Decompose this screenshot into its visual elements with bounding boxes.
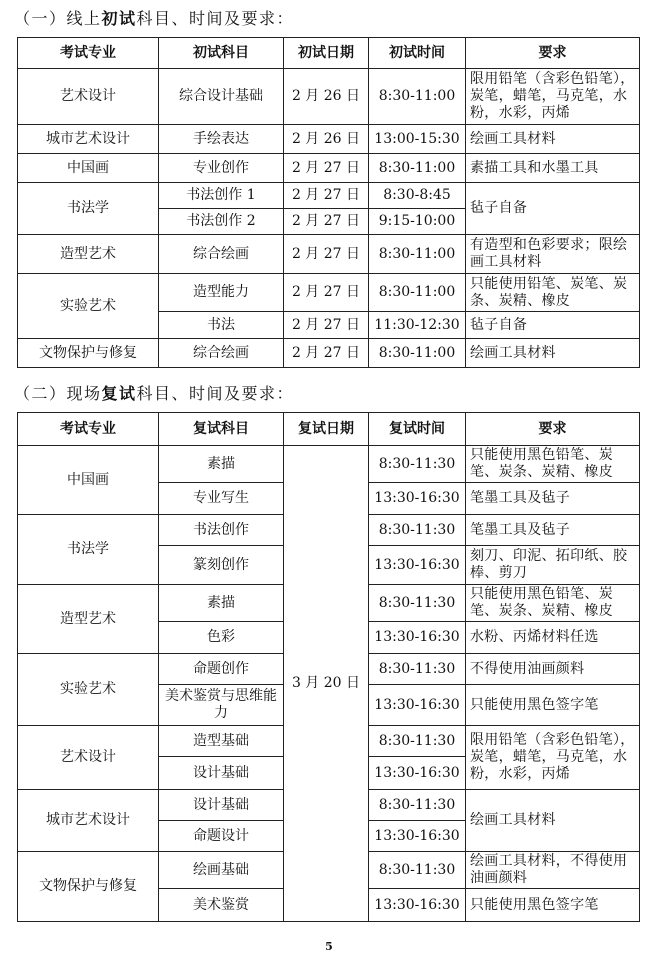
cell-major: 中国画 bbox=[18, 154, 159, 183]
cell-requirement: 限用铅笔（含彩色铅笔），炭笔，蜡笔，马克笔，水粉，水彩，丙烯 bbox=[466, 69, 640, 125]
cell-time: 13:30-16:30 bbox=[369, 483, 466, 515]
cell-date: 2 月 27 日 bbox=[284, 339, 369, 368]
cell-subject: 造型能力 bbox=[159, 274, 284, 312]
header-requirement: 要求 bbox=[466, 38, 640, 69]
cell-subject: 综合绘画 bbox=[159, 235, 284, 274]
retest-exam-table bbox=[17, 412, 640, 922]
cell-date: 3 月 20 日 bbox=[284, 446, 369, 922]
cell-major: 实验艺术 bbox=[18, 654, 159, 726]
cell-date: 2 月 27 日 bbox=[284, 274, 369, 312]
cell-subject: 书法创作 1 bbox=[159, 183, 284, 209]
cell-requirement: 笔墨工具及毡子 bbox=[466, 515, 640, 546]
cell-time: 13:30-16:30 bbox=[369, 821, 466, 852]
heading-bold: 初试 bbox=[101, 9, 137, 28]
table-row bbox=[18, 339, 640, 368]
cell-requirement: 绘画工具材料，不得使用油画颜料 bbox=[466, 852, 640, 889]
cell-date: 2 月 26 日 bbox=[284, 125, 369, 154]
heading-prefix: （二）现场 bbox=[14, 384, 102, 403]
cell-time: 8:30-11:00 bbox=[369, 154, 466, 183]
cell-requirement: 有造型和色彩要求；限绘画工具材料 bbox=[466, 235, 640, 274]
table-row bbox=[18, 125, 640, 154]
cell-time: 8:30-11:00 bbox=[369, 339, 466, 368]
cell-time: 13:30-16:30 bbox=[369, 622, 466, 654]
cell-requirement: 绘画工具材料 bbox=[466, 790, 640, 852]
cell-subject: 美术鉴赏与思维能力 bbox=[159, 685, 284, 726]
cell-time: 8:30-11:30 bbox=[369, 585, 466, 622]
cell-date: 2 月 27 日 bbox=[284, 209, 369, 235]
cell-requirement: 只能使用铅笔、炭笔、炭条、炭精、橡皮 bbox=[466, 274, 640, 312]
preliminary-exam-table bbox=[17, 37, 640, 368]
cell-requirement: 水粉、丙烯材料任选 bbox=[466, 622, 640, 654]
cell-time: 13:30-16:30 bbox=[369, 757, 466, 790]
cell-subject: 素描 bbox=[159, 585, 284, 622]
cell-time: 8:30-11:30 bbox=[369, 515, 466, 546]
section-heading-online-preliminary bbox=[14, 6, 294, 29]
cell-date: 2 月 27 日 bbox=[284, 312, 369, 339]
heading-suffix: 科目、时间及要求： bbox=[136, 384, 295, 403]
cell-date: 2 月 27 日 bbox=[284, 183, 369, 209]
cell-subject: 书法创作 bbox=[159, 515, 284, 546]
cell-time: 13:30-16:30 bbox=[369, 889, 466, 922]
cell-requirement: 只能使用黑色签字笔 bbox=[466, 889, 640, 922]
cell-subject: 手绘表达 bbox=[159, 125, 284, 154]
cell-time: 13:00-15:30 bbox=[369, 125, 466, 154]
cell-subject: 综合绘画 bbox=[159, 339, 284, 368]
table-row bbox=[18, 69, 640, 125]
cell-major: 文物保护与修复 bbox=[18, 339, 159, 368]
cell-subject: 书法 bbox=[159, 312, 284, 339]
cell-subject: 素描 bbox=[159, 446, 284, 483]
cell-time: 8:30-11:00 bbox=[369, 235, 466, 274]
cell-subject: 书法创作 2 bbox=[159, 209, 284, 235]
cell-requirement: 笔墨工具及毡子 bbox=[466, 483, 640, 515]
table-header-row bbox=[18, 413, 640, 446]
cell-subject: 篆刻创作 bbox=[159, 546, 284, 585]
cell-major: 艺术设计 bbox=[18, 726, 159, 790]
table-row bbox=[18, 154, 640, 183]
table-row bbox=[18, 183, 640, 209]
cell-subject: 专业写生 bbox=[159, 483, 284, 515]
cell-subject: 色彩 bbox=[159, 622, 284, 654]
cell-major: 书法学 bbox=[18, 515, 159, 585]
page-number: 5 bbox=[325, 940, 333, 953]
cell-major: 书法学 bbox=[18, 183, 159, 235]
cell-requirement: 毡子自备 bbox=[466, 312, 640, 339]
header-date: 初试日期 bbox=[284, 38, 369, 69]
cell-date: 2 月 27 日 bbox=[284, 154, 369, 183]
cell-time: 13:30-16:30 bbox=[369, 685, 466, 726]
cell-time: 8:30-11:30 bbox=[369, 446, 466, 483]
cell-major: 艺术设计 bbox=[18, 69, 159, 125]
cell-major: 造型艺术 bbox=[18, 585, 159, 654]
cell-subject: 命题设计 bbox=[159, 821, 284, 852]
cell-time: 9:15-10:00 bbox=[369, 209, 466, 235]
cell-date: 2 月 27 日 bbox=[284, 235, 369, 274]
cell-requirement: 只能使用黑色铅笔、炭笔、炭条、炭精、橡皮 bbox=[466, 446, 640, 483]
cell-requirement: 刻刀、印泥、拓印纸、胶棒、剪刀 bbox=[466, 546, 640, 585]
cell-time: 8:30-11:30 bbox=[369, 852, 466, 889]
cell-requirement: 只能使用黑色铅笔、炭笔、炭条、炭精、橡皮 bbox=[466, 585, 640, 622]
cell-subject: 综合设计基础 bbox=[159, 69, 284, 125]
cell-subject: 命题创作 bbox=[159, 654, 284, 685]
cell-time: 8:30-11:30 bbox=[369, 726, 466, 757]
cell-time: 11:30-12:30 bbox=[369, 312, 466, 339]
header-major: 考试专业 bbox=[18, 413, 159, 446]
cell-requirement: 只能使用黑色签字笔 bbox=[466, 685, 640, 726]
cell-major: 城市艺术设计 bbox=[18, 790, 159, 852]
section-heading-onsite-retest bbox=[14, 381, 294, 404]
cell-time: 8:30-8:45 bbox=[369, 183, 466, 209]
table-row bbox=[18, 235, 640, 274]
header-major: 考试专业 bbox=[18, 38, 159, 69]
cell-requirement: 不得使用油画颜料 bbox=[466, 654, 640, 685]
cell-requirement: 绘画工具材料 bbox=[466, 125, 640, 154]
cell-time: 13:30-16:30 bbox=[369, 546, 466, 585]
table-row bbox=[18, 274, 640, 312]
header-subject: 初试科目 bbox=[159, 38, 284, 69]
cell-time: 8:30-11:00 bbox=[369, 274, 466, 312]
cell-major: 文物保护与修复 bbox=[18, 852, 159, 922]
cell-requirement: 限用铅笔（含彩色铅笔），炭笔，蜡笔，马克笔，水粉，水彩，丙烯 bbox=[466, 726, 640, 790]
cell-time: 8:30-11:30 bbox=[369, 790, 466, 821]
header-date: 复试日期 bbox=[284, 413, 369, 446]
cell-subject: 专业创作 bbox=[159, 154, 284, 183]
cell-time: 8:30-11:30 bbox=[369, 654, 466, 685]
cell-major: 城市艺术设计 bbox=[18, 125, 159, 154]
heading-prefix: （一）线上 bbox=[14, 9, 102, 28]
heading-suffix: 科目、时间及要求： bbox=[136, 9, 295, 28]
cell-subject: 绘画基础 bbox=[159, 852, 284, 889]
header-subject: 复试科目 bbox=[159, 413, 284, 446]
heading-bold: 复试 bbox=[101, 384, 137, 403]
cell-subject: 造型基础 bbox=[159, 726, 284, 757]
cell-subject: 设计基础 bbox=[159, 757, 284, 790]
cell-requirement: 毡子自备 bbox=[466, 183, 640, 235]
cell-time: 8:30-11:00 bbox=[369, 69, 466, 125]
cell-requirement: 绘画工具材料 bbox=[466, 339, 640, 368]
table-row bbox=[18, 446, 640, 483]
cell-major: 造型艺术 bbox=[18, 235, 159, 274]
header-time: 初试时间 bbox=[369, 38, 466, 69]
header-time: 复试时间 bbox=[369, 413, 466, 446]
cell-requirement: 素描工具和水墨工具 bbox=[466, 154, 640, 183]
cell-subject: 美术鉴赏 bbox=[159, 889, 284, 922]
cell-subject: 设计基础 bbox=[159, 790, 284, 821]
cell-major: 中国画 bbox=[18, 446, 159, 515]
cell-major: 实验艺术 bbox=[18, 274, 159, 339]
table-header-row bbox=[18, 38, 640, 69]
header-requirement: 要求 bbox=[466, 413, 640, 446]
cell-date: 2 月 26 日 bbox=[284, 69, 369, 125]
